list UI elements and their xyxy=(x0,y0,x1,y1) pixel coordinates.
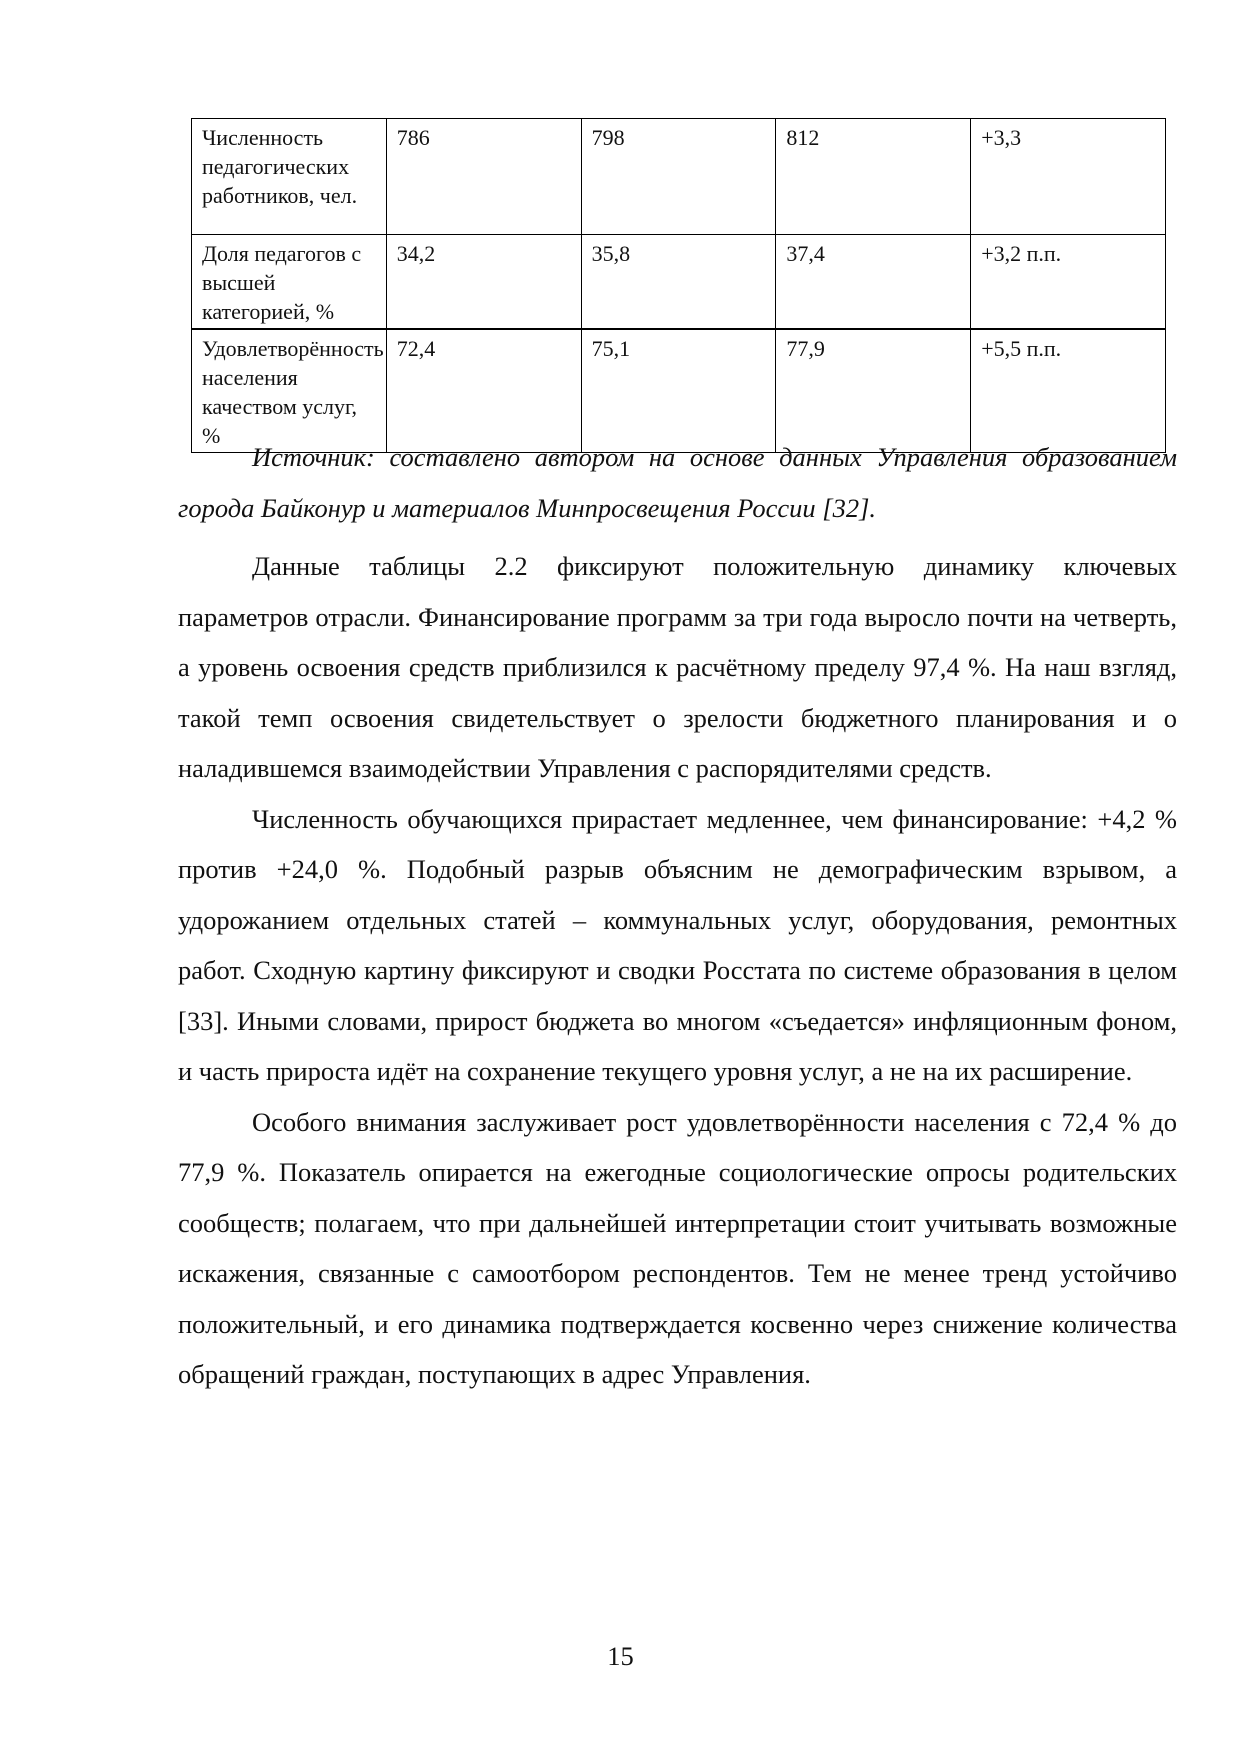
body-paragraph: Данные таблицы 2.2 фиксируют положительную динамику ключевых параметров отрасли. Финансирование программ за три года выросло почти на четверть, а уровень освоения средств приблизился к расчётному пределу 97,4 %. На наш взгляд, такой темп освоения свидетельствует о зрелости бюджетного планирования и о наладившемся взаимодействии Управления с распорядителями средств. xyxy=(178,551,1177,783)
value-cell: 75,1 xyxy=(581,329,776,453)
row-label: Численность педагогических работников, чел. xyxy=(192,119,387,235)
body-text xyxy=(178,432,1177,1400)
value-cell: 37,4 xyxy=(776,235,971,330)
page-number: 15 xyxy=(607,1641,634,1671)
value-cell: 798 xyxy=(581,119,776,235)
table-row xyxy=(192,119,1166,235)
row-label: Доля педагогов с высшей категорией, % xyxy=(192,235,387,330)
value-cell: 812 xyxy=(776,119,971,235)
value-cell: 77,9 xyxy=(776,329,971,453)
body-paragraph: Численность обучающихся прирастает медленнее, чем финансирование: +4,2 % против +24,0 %. Подобный разрыв объясним не демографическим взрывом, а удорожанием отдельных статей – коммунальных услуг, оборудования, ремонтных работ. Сходную картину фиксируют и сводки Росстата по системе образования в целом [33]. Иными словами, прирост бюджета во многом «съедается» инфляционным фоном, и часть прироста идёт на сохранение текущего уровня услуг, а не на их расширение. xyxy=(178,803,1177,1086)
indicators-table xyxy=(191,118,1166,453)
change-cell: +3,2 п.п. xyxy=(971,235,1166,330)
change-cell: +5,5 п.п. xyxy=(971,329,1166,453)
value-cell: 786 xyxy=(386,119,581,235)
table-row xyxy=(192,235,1166,330)
row-label: Удовлетворённость населения качеством услуг, % xyxy=(192,329,387,453)
value-cell: 72,4 xyxy=(386,329,581,453)
body-paragraph: Особого внимания заслуживает рост удовлетворённости населения с 72,4 % до 77,9 %. Показатель опирается на ежегодные социологические опросы родительских сообществ; полагаем, что при дальнейшей интерпретации стоит учитывать возможные искажения, связанные с самоотбором респондентов. Тем не менее тренд устойчиво положительный, и его динамика подтверждается косвенно через снижение количества обращений граждан, поступающих в адрес Управления. xyxy=(178,1106,1177,1389)
change-cell: +3,3 xyxy=(971,119,1166,235)
value-cell: 35,8 xyxy=(581,235,776,330)
value-cell: 34,2 xyxy=(386,235,581,330)
table-source-note: Источник: составлено автором на основе данных Управления образованием города Байконур и материалов Минпросвещения России [32]. xyxy=(178,442,1177,523)
